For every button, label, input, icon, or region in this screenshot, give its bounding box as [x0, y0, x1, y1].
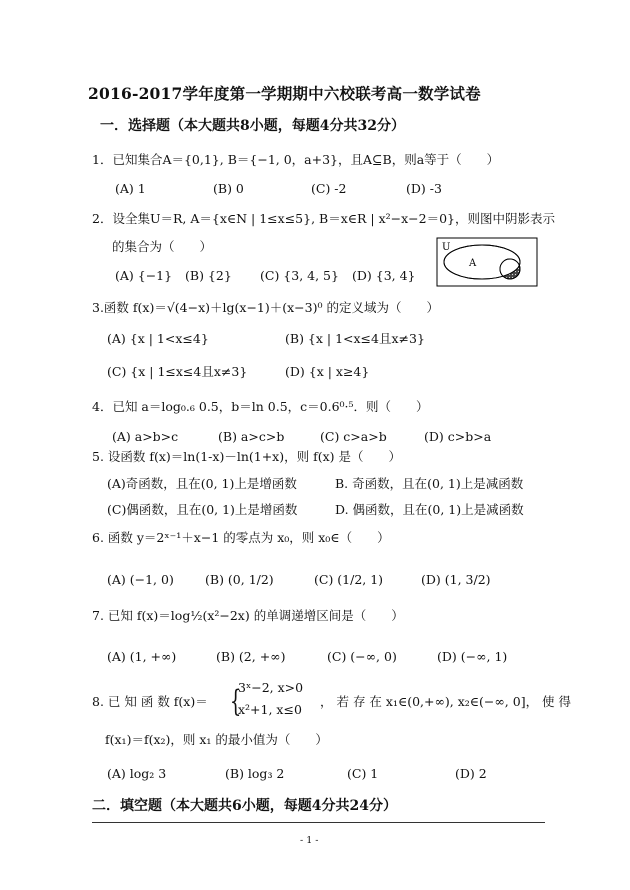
q3-option-d: (D) {x | x≥4}: [285, 364, 370, 379]
q2-option-b: (B) {2}: [185, 268, 232, 283]
q7-option-d: (D) (−∞, 1): [437, 649, 508, 664]
q8-option-b: (B) log₃ 2: [225, 766, 285, 781]
question-8-stem-end: ， 若 存 在 x₁∈(0,+∞), x₂∈(−∞, 0]， 使 得: [320, 694, 572, 709]
q6-option-c: (C) (1/2, 1): [314, 572, 384, 587]
q8-case-1: 3ˣ−2, x>0: [238, 680, 304, 695]
q8-option-d: (D) 2: [455, 766, 487, 781]
q7-option-c: (C) (−∞, 0): [327, 649, 397, 664]
q4-option-d: (D) c>b>a: [424, 429, 492, 444]
q8-option-a: (A) log₂ 3: [107, 766, 167, 781]
q2-option-c: (C) {3, 4, 5}: [260, 268, 339, 283]
page-number: - 1 -: [300, 835, 319, 846]
q7-option-a: (A) (1, +∞): [107, 649, 177, 664]
question-3-stem: 3.函数 f(x)＝√(4−x)＋lg(x−1)＋(x−3)⁰ 的定义域为（ ）: [92, 300, 439, 315]
question-8-stem-start: 8. 已 知 函 数 f(x)＝: [92, 694, 208, 709]
q1-option-d: (D) -3: [406, 181, 442, 196]
q4-option-a: (A) a>b>c: [112, 429, 179, 444]
label-b: B: [507, 265, 513, 274]
q6-option-b: (B) (0, 1/2): [205, 572, 274, 587]
question-2-stem: 2．设全集U＝R, A＝{x∈N | 1≤x≤5}, B＝x∈R | x²−x−2＝0}，则图中阴影表示: [92, 211, 556, 226]
q8-brace: {: [229, 684, 242, 719]
question-6-stem: 6. 函数 y＝2ˣ⁻¹＋x−1 的零点为 x₀，则 x₀∈（ ）: [92, 530, 390, 545]
q8-option-c: (C) 1: [347, 766, 379, 781]
question-4-stem: 4．已知 a＝log₀.₆ 0.5，b＝ln 0.5，c＝0.6⁰·⁵．则（ ）: [92, 399, 429, 414]
q8-case-2: x²+1, x≤0: [238, 702, 302, 717]
label-u: U: [442, 242, 451, 253]
label-a: A: [469, 258, 477, 269]
question-5-stem: 5. 设函数 f(x)＝ln(1-x)－ln(1+x)，则 f(x) 是（ ）: [92, 449, 401, 464]
q6-option-a: (A) (−1, 0): [107, 572, 174, 587]
q3-option-b: (B) {x | 1<x≤4且x≠3}: [285, 331, 425, 346]
exam-title: 2016-2017学年度第一学期期中六校联考高一数学试卷: [88, 84, 481, 103]
footer-rule: [92, 822, 545, 823]
q1-option-b: (B) 0: [213, 181, 244, 196]
q3-option-a: (A) {x | 1<x≤4}: [107, 331, 209, 346]
q5-option-d: D. 偶函数，且在(0, 1)上是减函数: [335, 502, 524, 517]
q1-option-a: (A) 1: [115, 181, 146, 196]
q2-option-a: (A) {−1}: [115, 268, 173, 283]
section-1-heading: 一．选择题（本大题共8小题，每题4分共32分）: [100, 118, 405, 134]
venn-diagram: [436, 237, 538, 287]
q5-option-a: (A)奇函数，且在(0, 1)上是增函数: [107, 476, 297, 491]
section-2-heading: 二．填空题（本大题共6小题，每题4分共24分）: [92, 798, 397, 814]
q3-option-c: (C) {x | 1≤x≤4且x≠3}: [107, 364, 248, 379]
question-8-stem-continued: f(x₁)＝f(x₂)，则 x₁ 的最小值为（ ）: [105, 732, 328, 747]
question-1-stem: 1．已知集合A＝{0,1}, B＝{−1, 0，a+3}，且A⊆B，则a等于（ ）: [92, 152, 500, 167]
q1-option-c: (C) -2: [311, 181, 347, 196]
q5-option-c: (C)偶函数，且在(0, 1)上是增函数: [107, 502, 298, 517]
q6-option-d: (D) (1, 3/2): [421, 572, 491, 587]
question-2-stem-continued: 的集合为（ ）: [112, 239, 213, 254]
q4-option-c: (C) c>a>b: [320, 429, 387, 444]
question-7-stem: 7. 已知 f(x)＝log½(x²−2x) 的单调递增区间是（ ）: [92, 608, 404, 623]
q4-option-b: (B) a>c>b: [218, 429, 285, 444]
q5-option-b: B. 奇函数，且在(0, 1)上是减函数: [335, 476, 524, 491]
q7-option-b: (B) (2, +∞): [216, 649, 286, 664]
q2-option-d: (D) {3, 4}: [352, 268, 416, 283]
